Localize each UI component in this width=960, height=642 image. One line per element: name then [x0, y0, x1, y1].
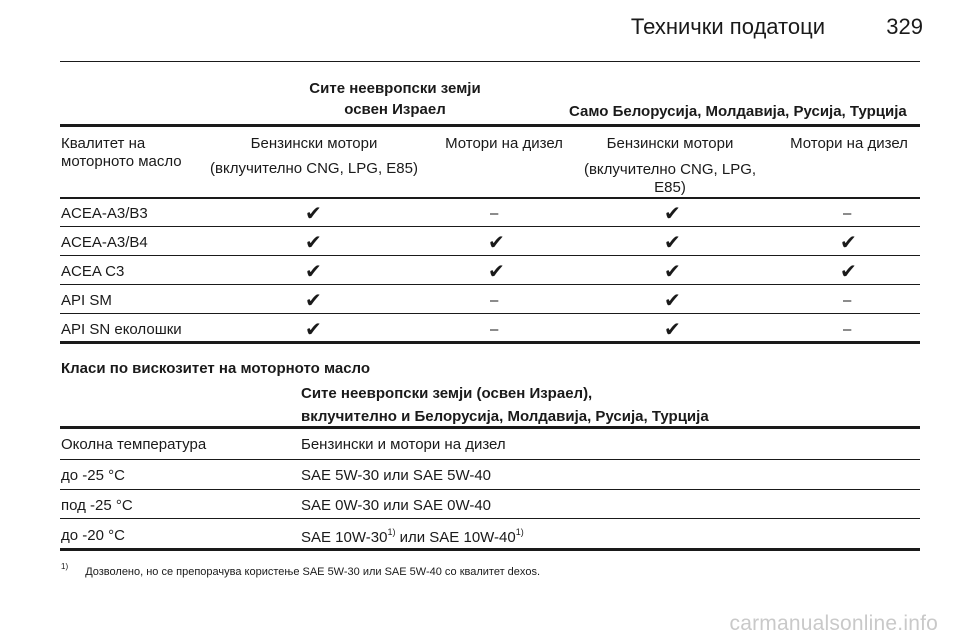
check-mark-icon: ✔ [305, 232, 322, 254]
dash-cell: – [843, 205, 852, 222]
page-number: 329 [886, 14, 923, 39]
check-mark-icon: ✔ [664, 261, 681, 283]
page-header-title: Технички податоци [630, 14, 825, 39]
dash-cell: – [490, 292, 499, 309]
table1-bottom-rule [60, 341, 920, 344]
col-header-engines: Бензински и мотори на дизел [301, 436, 506, 453]
check-mark-icon: ✔ [840, 261, 857, 283]
row-label: ACEA-A3/B3 [61, 205, 148, 222]
table2-header-rule [60, 459, 920, 460]
group-header-line2: освен Израел [344, 101, 446, 118]
dash-cell: – [490, 321, 499, 338]
table2-bottom-rule [60, 548, 920, 551]
oil-grade-cell: SAE 5W-30 или SAE 5W-40 [301, 467, 492, 484]
row-divider [60, 313, 920, 314]
check-mark-icon: ✔ [488, 232, 505, 254]
footnote-ref: 1) [387, 527, 396, 537]
row-divider [60, 518, 920, 519]
viscosity-group-line2: вклучително и Белорусија, Молдавија, Русија, Турција [301, 408, 709, 425]
row-label: ACEA-A3/B4 [61, 234, 148, 251]
check-mark-icon: ✔ [305, 261, 322, 283]
check-mark-icon: ✔ [305, 319, 322, 341]
col-header-petrol-2-line3: E85) [654, 179, 686, 196]
row-divider [60, 255, 920, 256]
row-label: API SM [61, 292, 112, 309]
check-mark-icon: ✔ [488, 261, 505, 283]
check-mark-icon: ✔ [664, 203, 681, 225]
col-header-oil-quality-line2: моторното масло [61, 153, 182, 170]
check-mark-icon: ✔ [664, 290, 681, 312]
row-label: API SN еколошки [61, 321, 182, 338]
footnote [61, 562, 541, 578]
dash-cell: – [843, 292, 852, 309]
table1-header-rule [60, 197, 920, 199]
oil-grade-mid: или SAE 10W-40 [395, 529, 516, 546]
col-header-petrol-1-line1: Бензински мотори [250, 135, 378, 152]
col-header-oil-quality [61, 135, 182, 171]
col-header-diesel-1: Мотори на дизел [445, 135, 563, 152]
temp-cell: до -20 °C [61, 527, 125, 544]
table1-top-rule [60, 124, 920, 127]
viscosity-group-header [301, 382, 709, 428]
col-header-petrol-2 [580, 135, 760, 197]
group-header-line1: Сите неевропски земји [309, 80, 481, 97]
table2-top-rule [60, 426, 920, 429]
watermark: carmanualsonline.info [729, 612, 938, 635]
oil-grade-a: SAE 10W-30 [301, 529, 388, 546]
oil-grade-cell [301, 529, 524, 546]
temp-cell: до -25 °C [61, 467, 125, 484]
col-header-petrol-2-line1: Бензински мотори [606, 135, 734, 152]
row-divider [60, 284, 920, 285]
footnote-marker: 1) [61, 562, 69, 572]
col-header-ambient-temp: Околна температура [61, 436, 207, 453]
col-header-diesel-2: Мотори на дизел [790, 135, 908, 152]
col-header-petrol-2-line2: (вклучително CNG, LPG, [583, 161, 757, 178]
header-rule [60, 61, 920, 62]
oil-grade-cell: SAE 0W-30 или SAE 0W-40 [301, 497, 492, 514]
row-divider [60, 489, 920, 490]
row-label: ACEA C3 [61, 263, 125, 280]
footnote-ref: 1) [515, 527, 524, 537]
row-divider [60, 226, 920, 227]
temp-cell: под -25 °C [61, 497, 133, 514]
check-mark-icon: ✔ [305, 290, 322, 312]
col-header-petrol-1 [200, 135, 428, 177]
dash-cell: – [843, 321, 852, 338]
dash-cell: – [490, 205, 499, 222]
group-header-belarus: Само Белорусија, Молдавија, Русија, Турција [569, 103, 907, 120]
viscosity-table-title: Класи по вискозитет на моторното масло [61, 360, 371, 377]
col-header-petrol-1-line2: (вклучително CNG, LPG, E85) [210, 160, 418, 177]
footnote-text: Дозволено, но се препорачува користење SAE 5W-30 или SAE 5W-40 со квалитет dexos. [85, 566, 541, 578]
check-mark-icon: ✔ [664, 319, 681, 341]
col-header-oil-quality-line1: Квалитет на [61, 135, 146, 152]
check-mark-icon: ✔ [664, 232, 681, 254]
check-mark-icon: ✔ [840, 232, 857, 254]
check-mark-icon: ✔ [305, 203, 322, 225]
viscosity-group-line1: Сите неевропски земји (освен Израел), [301, 385, 593, 402]
group-header-non-european [270, 80, 520, 118]
